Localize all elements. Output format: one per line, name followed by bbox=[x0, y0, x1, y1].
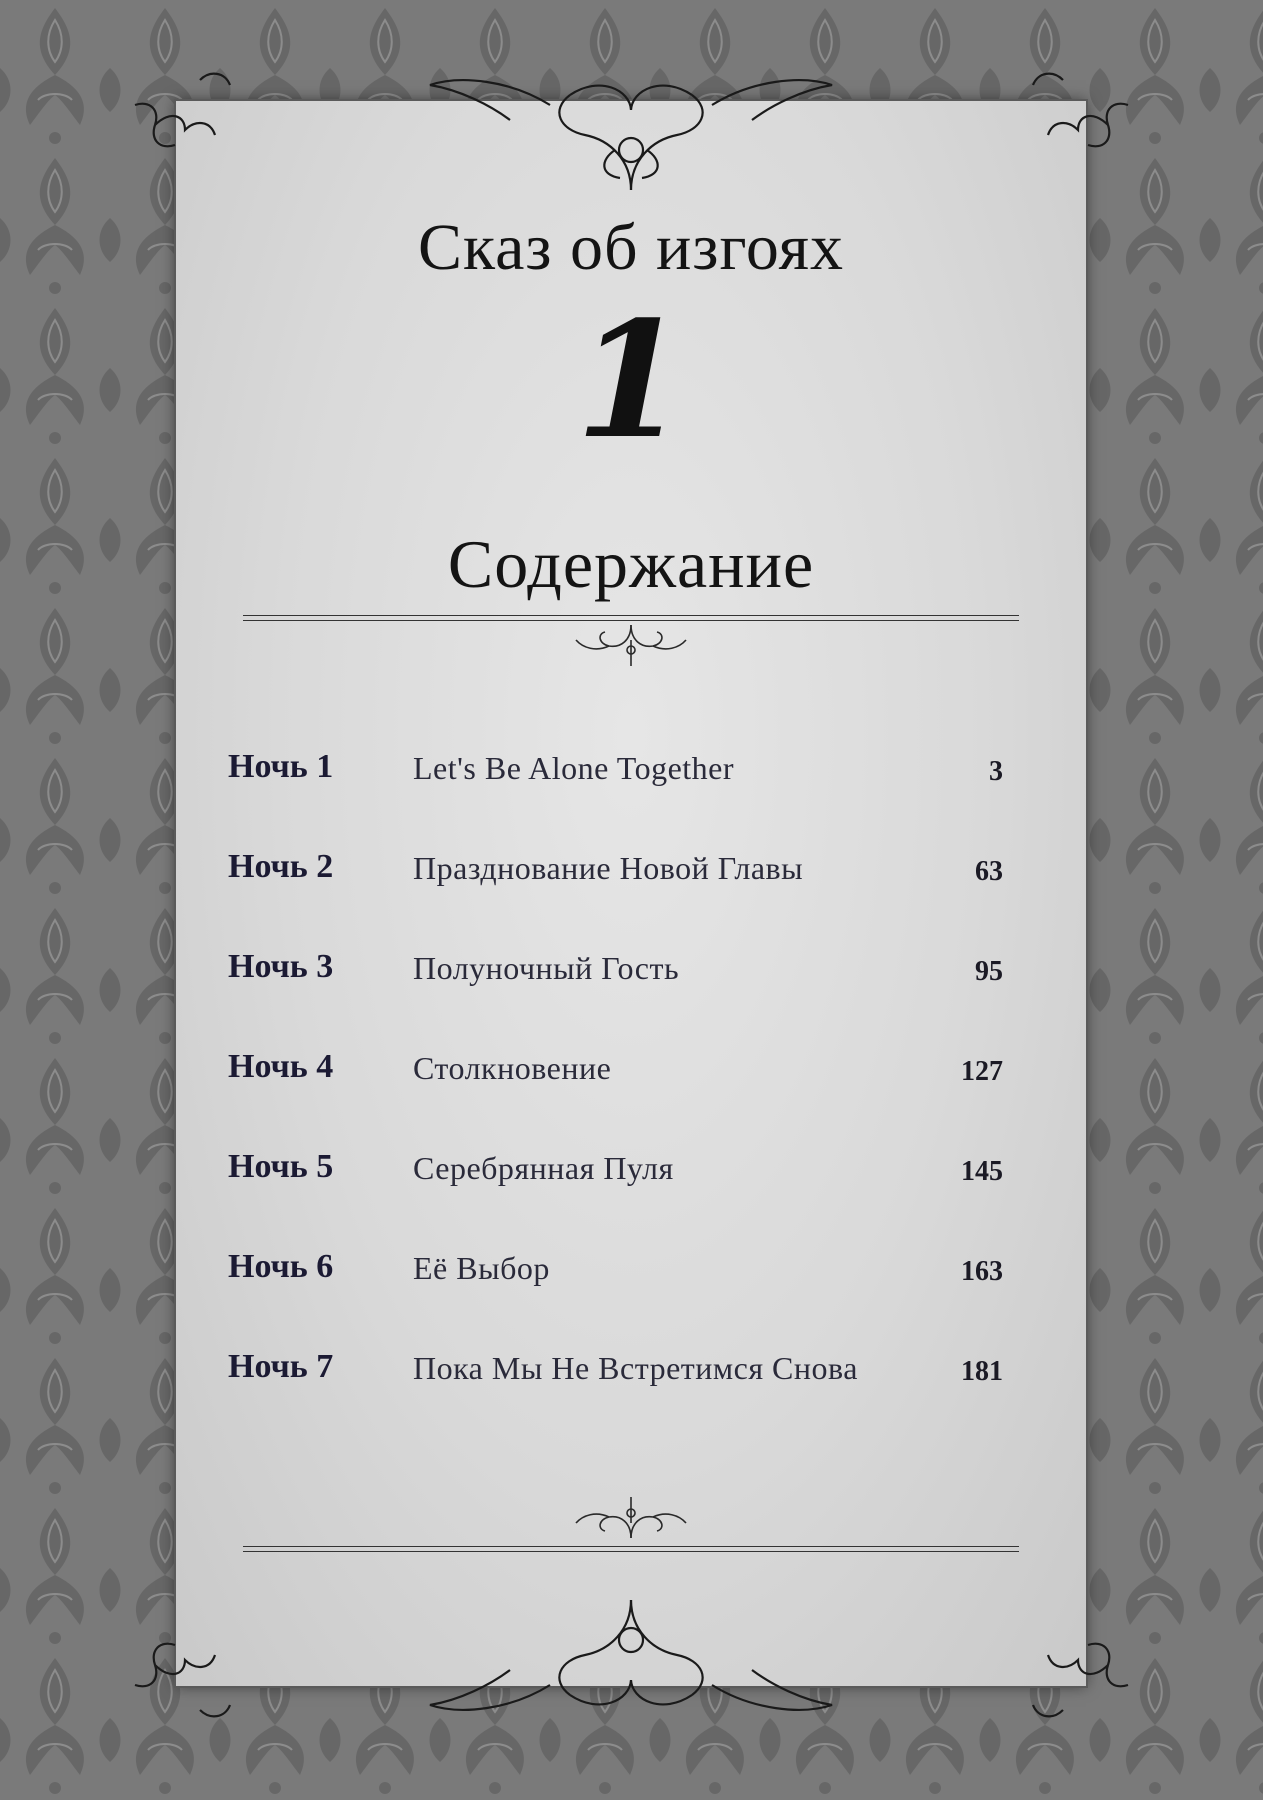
toc-chapter-title: Столкновение bbox=[413, 1050, 612, 1086]
toc-night-label: Ночь 4 bbox=[228, 1048, 334, 1085]
divider-flourish-bottom bbox=[571, 1493, 691, 1543]
toc-entry[interactable] bbox=[228, 1348, 1003, 1398]
toc-entry[interactable] bbox=[228, 948, 1003, 998]
toc-entry[interactable] bbox=[228, 848, 1003, 898]
toc-entry[interactable] bbox=[228, 1048, 1003, 1098]
toc-night-label: Ночь 7 bbox=[228, 1348, 334, 1385]
toc-page-number: 181 bbox=[961, 1356, 1003, 1387]
toc-chapter-title: Let's Be Alone Together bbox=[413, 750, 735, 786]
toc-page-number: 145 bbox=[961, 1156, 1003, 1187]
toc-night-label: Ночь 6 bbox=[228, 1248, 334, 1285]
toc-page-number: 63 bbox=[975, 856, 1003, 887]
toc-page-number: 3 bbox=[989, 756, 1003, 787]
toc-chapter-title: Полуночный Гость bbox=[413, 950, 680, 986]
toc-chapter-title: Её Выбор bbox=[413, 1250, 550, 1286]
toc-entry[interactable] bbox=[228, 1148, 1003, 1198]
toc-page-number: 163 bbox=[961, 1256, 1003, 1287]
toc-entry[interactable] bbox=[228, 748, 1003, 798]
toc-chapter-title: Серебрянная Пуля bbox=[413, 1150, 674, 1186]
volume-number: 1 bbox=[575, 286, 687, 474]
contents-heading: Содержание bbox=[447, 526, 815, 602]
toc-night-label: Ночь 5 bbox=[228, 1148, 334, 1185]
book-title: Сказ об изгоях bbox=[418, 211, 844, 284]
toc-night-label: Ночь 1 bbox=[228, 748, 334, 785]
toc-page-number: 127 bbox=[961, 1056, 1003, 1087]
toc-entry[interactable] bbox=[228, 1248, 1003, 1298]
toc-page-number: 95 bbox=[975, 956, 1003, 987]
toc-chapter-title: Пока Мы Не Встретимся Снова bbox=[413, 1350, 858, 1386]
bottom-divider-rule bbox=[243, 1546, 1019, 1552]
toc-night-label: Ночь 2 bbox=[228, 848, 334, 885]
toc-night-label: Ночь 3 bbox=[228, 948, 334, 985]
toc-chapter-title: Празднование Новой Главы bbox=[413, 850, 804, 886]
